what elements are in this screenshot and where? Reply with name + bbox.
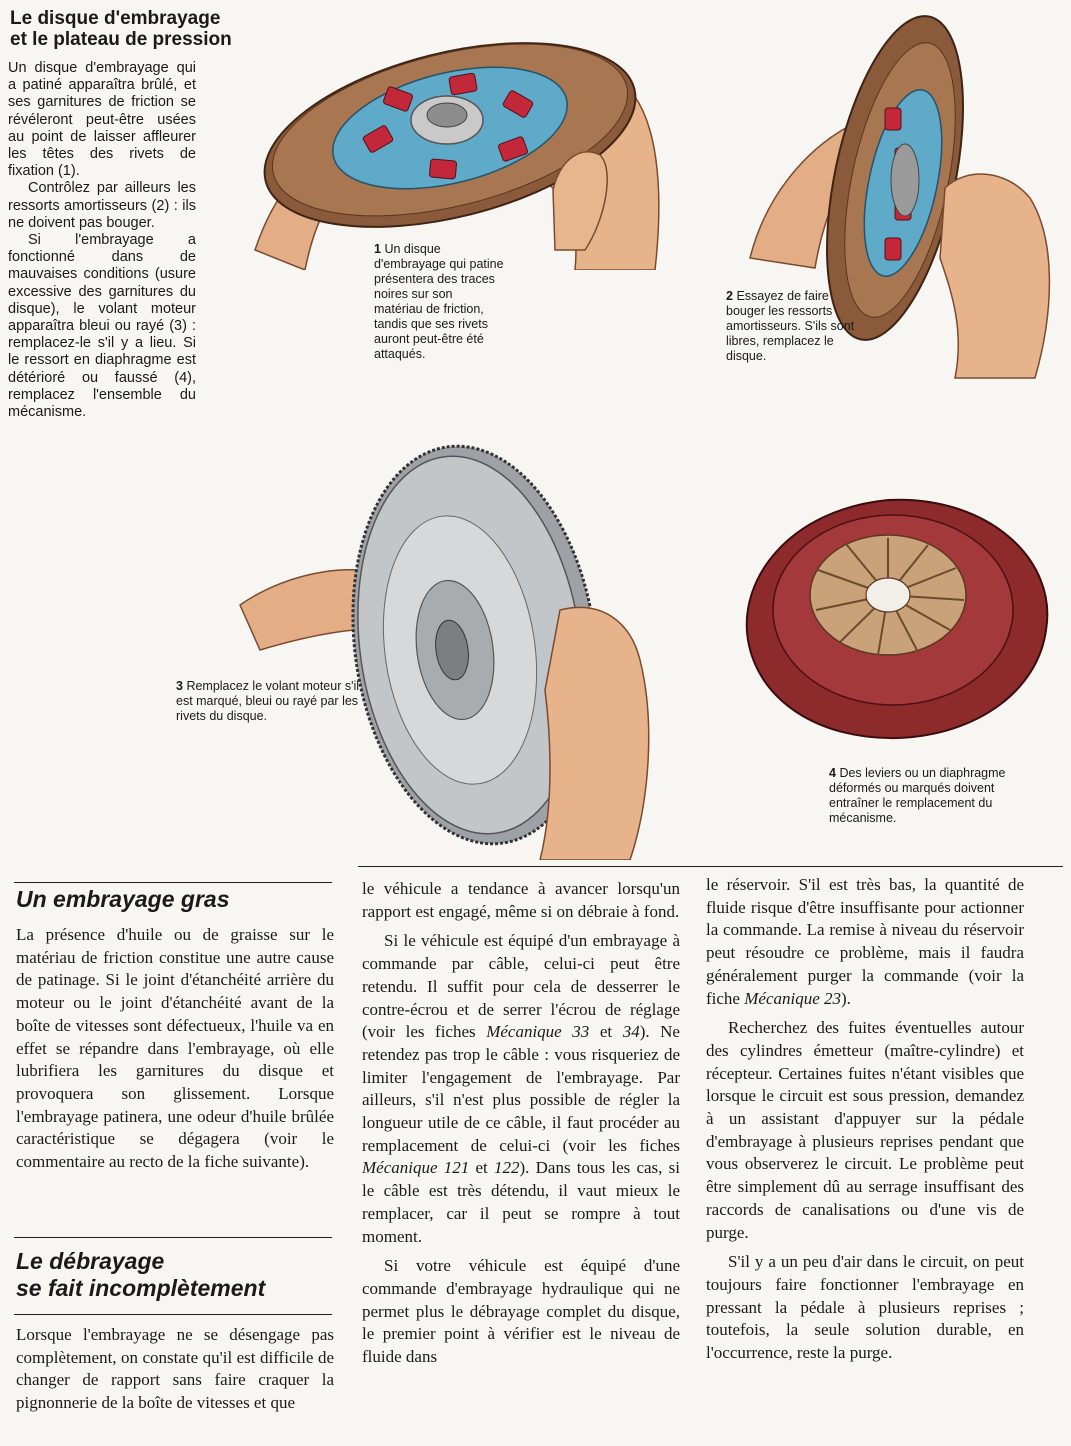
caption-4 bbox=[829, 766, 1039, 826]
caption-2-number: 2 bbox=[726, 289, 733, 303]
column3-p1-part-a: le réservoir. S'il est très bas, la quantité de fluide risque d'être insuffisante pour actionner la commande. La remise à niveau du réservoir peut résoudre ce problème, mais il faudra généralement purger la commande (voir la fiche bbox=[706, 875, 1024, 1008]
column2-ref-122: 122 bbox=[493, 1158, 520, 1178]
column3-paragraph-3: S'il y a un peu d'air dans le circuit, on peut toujours faire fonctionner l'embrayage en pressant la pédale à plusieurs reprises ; toutefois, la seule solution durable, en l'occurrence, reste la purge. bbox=[706, 1252, 1024, 1363]
section2-paragraph: Lorsque l'embrayage ne se désengage pas complètement, on constate qu'il est difficile de changer de rapport sans faire craquer la pignonnerie de la boîte de vitesses et que bbox=[16, 1325, 334, 1413]
caption-4-number: 4 bbox=[829, 766, 836, 780]
illustration-clutch-disc bbox=[235, 20, 675, 270]
column2-p2-part-e: ). Dans tous les cas, si le câble est très détendu, il vaut mieux le remplacer, car il peut se rompre à tout moment. bbox=[362, 1158, 680, 1246]
column2-paragraph-2 bbox=[362, 930, 680, 1248]
column2-p2-part-a: Si le véhicule est équipé d'un embrayage à commande par câble, celui-ci peut être retendu. Il suffit pour cela de desserrer le contre-écrou et de serrer l'écrou de réglage (voir les fiches bbox=[362, 931, 680, 1042]
illustration-flywheel bbox=[200, 430, 690, 860]
section1-paragraph: La présence d'huile ou de graisse sur le matériau de friction constitue une autre cause de patinage. Si le joint d'étanchéité arrière du moteur ou le joint d'étanchéité avant de la boîte de vitesses sont défectueux, l'huile va en effet se répandre dans l'embrayage, où elle lubrifiera les garnitures du disque et provoquera son glissement. Lorsque l'embrayage patinera, une odeur d'huile brûlée caractéristique se dégagera (voir le commentaire au recto de la fiche suivante). bbox=[16, 925, 334, 1172]
section2-body bbox=[16, 1324, 334, 1415]
column2-ref-34: 34 bbox=[622, 1022, 640, 1042]
column2-ref-mecanique-121: Mécanique 121 bbox=[362, 1158, 470, 1178]
column2-body bbox=[362, 878, 680, 1369]
caption-4-text: Des leviers ou un diaphragme déformés ou marqués doivent entraîner le remplacement du mécanisme. bbox=[829, 766, 1006, 825]
column2-paragraph-1: le véhicule a tendance à avancer lorsqu'un rapport est engagé, même si on débraie à fond. bbox=[362, 879, 680, 921]
column3-body bbox=[706, 874, 1024, 1365]
column3-p1-part-b: ). bbox=[841, 988, 851, 1008]
caption-1-text: Un disque d'embrayage qui patine présentera des traces noires sur son matériau de friction, tandis que ses rivets auront peut-être été attaqués. bbox=[374, 242, 504, 361]
section2-heading-line1: Le débrayage bbox=[16, 1248, 165, 1274]
column2-ref-mecanique-33: Mécanique 33 bbox=[486, 1022, 590, 1042]
caption-3 bbox=[176, 679, 366, 724]
caption-2 bbox=[726, 289, 862, 364]
section2-rule-bottom bbox=[14, 1314, 332, 1315]
intro-body bbox=[8, 60, 196, 421]
column2-paragraph-3: Si votre véhicule est équipé d'une commande d'embrayage hydraulique qui ne permet plus le débrayage complet du disque, le premier point à vérifier est le niveau de fluide dans bbox=[362, 1256, 680, 1367]
section1-heading: Un embrayage gras bbox=[16, 886, 230, 912]
column3-paragraph-2: Recherchez des fuites éventuelles autour des cylindres émetteur (maître-cylindre) et récepteur. Certaines fuites n'étant visibles que lorsque le circuit est sous pression, demandez à un assistant d'appuyer sur la pédale d'embrayage à plusieurs reprises pendant que vous observerez le circuit. Le problème peut être simplement dû au serrage insuffisant des raccords de canalisations ou d'une vis de purge. bbox=[706, 1018, 1024, 1242]
intro-paragraph-1: Un disque d'embrayage qui a patiné apparaîtra brûlé, et ses garnitures de friction se révéleront peut-être usées au point de laisser affleurer les têtes des rivets de fixation (1). bbox=[8, 60, 196, 180]
section1-body bbox=[16, 924, 334, 1174]
section2-rule bbox=[14, 1237, 332, 1238]
caption-2-text: Essayez de faire bouger les ressorts amortisseurs. S'ils sont libres, remplacez le disque. bbox=[726, 289, 855, 363]
intro-title-line2: et le plateau de pression bbox=[10, 29, 232, 50]
column2-p2-part-c: ). Ne retendez pas trop le câble : vous risqueriez de limiter l'engagement de l'embrayage. Par ailleurs, s'il n'est plus possible de régler la longueur utile de ce câble, il faut procéder au remplacement de celui-ci (voir les fiches bbox=[362, 1022, 680, 1155]
column3-ref-mecanique-23: Mécanique 23 bbox=[744, 988, 842, 1008]
intro-paragraph-3: Si l'embrayage a fonctionné dans de mauvaises conditions (usure excessive des garnitures du disque), le volant moteur apparaîtra bleui ou rayé (3) : remplacez-le s'il y a lieu. Si le ressort en diaphragme est détérioré ou faussé (4), remplacez l'ensemble du mécanisme. bbox=[8, 232, 196, 421]
intro-title-line1: Le disque d'embrayage bbox=[10, 8, 221, 29]
section2-heading bbox=[16, 1248, 336, 1302]
caption-1-number: 1 bbox=[374, 242, 381, 256]
intro-paragraph-2: Contrôlez par ailleurs les ressorts amortisseurs (2) : ils ne doivent pas bouger. bbox=[8, 180, 196, 231]
caption-3-number: 3 bbox=[176, 679, 183, 693]
column2-p2-part-b: et bbox=[589, 1022, 623, 1042]
section2-heading-line2: se fait incomplètement bbox=[16, 1275, 266, 1301]
section-divider bbox=[358, 866, 1063, 867]
column2-p2-part-d: et bbox=[469, 1158, 494, 1178]
column3-paragraph-1 bbox=[706, 874, 1024, 1010]
illustration-pressure-plate bbox=[728, 470, 1063, 770]
section1-rule bbox=[14, 882, 332, 883]
caption-3-text: Remplacez le volant moteur s'il est marqué, bleui ou rayé par les rivets du disque. bbox=[176, 679, 360, 723]
caption-1 bbox=[374, 242, 504, 362]
